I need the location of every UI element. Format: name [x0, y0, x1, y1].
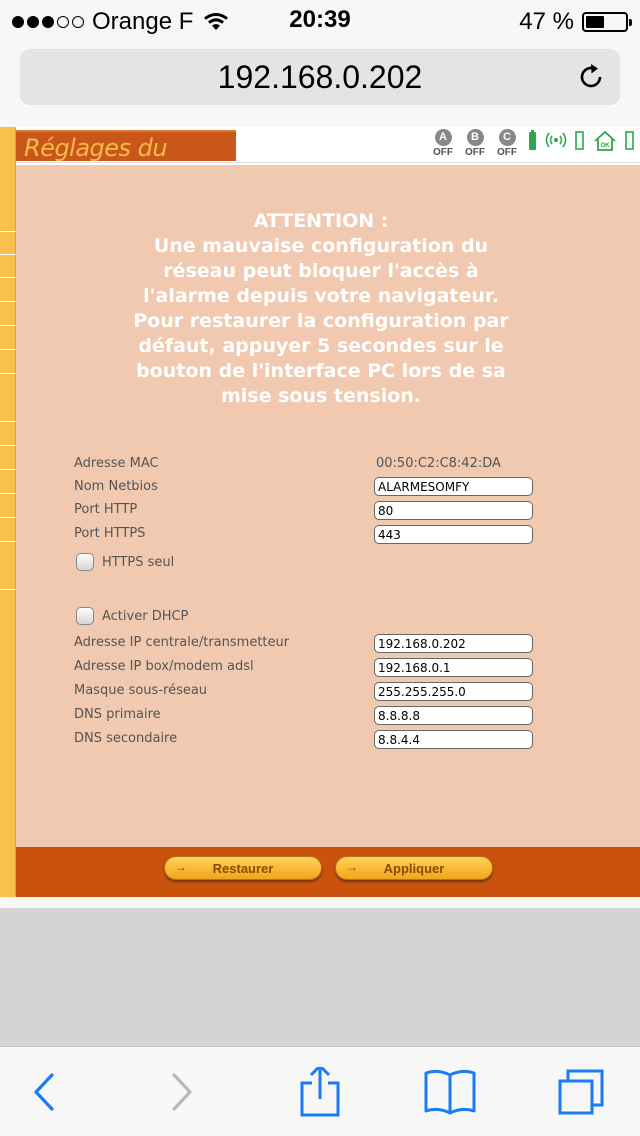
https-port-input[interactable]: 443 [374, 525, 533, 544]
status-bar [0, 0, 640, 40]
dhcp-row[interactable] [76, 607, 188, 625]
battery-percent: 47 % [519, 8, 574, 35]
carrier-name: Orange F [92, 8, 194, 35]
dns-primary-label: DNS primaire [74, 707, 161, 722]
central-ip-input[interactable]: 192.168.0.202 [374, 634, 533, 653]
netbios-label: Nom Netbios [74, 479, 158, 494]
side-navigation[interactable] [0, 127, 16, 897]
mac-address-value: 00:50:C2:C8:42:DA [376, 456, 501, 471]
clock: 20:39 [289, 6, 351, 33]
https-only-row[interactable] [76, 553, 174, 571]
tabs-icon[interactable] [552, 1067, 612, 1117]
status-right [519, 8, 628, 36]
page-empty-area [0, 908, 640, 1046]
subnet-mask-label: Masque sous-réseau [74, 683, 208, 698]
https-port-label: Port HTTPS [74, 526, 146, 541]
battery-level-fill [586, 16, 604, 28]
back-icon[interactable] [14, 1067, 74, 1117]
central-ip-label: Adresse IP centrale/transmetteur [74, 635, 290, 650]
box-ip-label: Adresse IP box/modem adsl [74, 659, 254, 674]
dns-primary-input[interactable]: 8.8.8.8 [374, 706, 533, 725]
http-port-label: Port HTTP [74, 502, 138, 517]
url-text[interactable]: 192.168.0.202 [217, 59, 423, 95]
zone-a-status: A OFF [433, 131, 453, 158]
home-ok-icon [592, 129, 618, 155]
https-only-checkbox[interactable] [76, 553, 94, 571]
reload-icon[interactable] [576, 62, 606, 92]
web-page [0, 127, 640, 897]
warning-message: ATTENTION : Une mauvaise configuration du réseau peut bloquer l'accès à l'alarme depuis votre navigateur. Pour restaurer la configuration par défaut, appuyer 5 secondes sur le bouton de l'interface PC lors de sa mise sous tension. [133, 210, 509, 407]
apply-button[interactable]: → Appliquer [335, 856, 493, 880]
dhcp-checkbox[interactable] [76, 607, 94, 625]
subnet-mask-input[interactable]: 255.255.255.0 [374, 682, 533, 701]
zone-c-status: C OFF [497, 131, 517, 158]
zone-b-status: B OFF [465, 131, 485, 158]
dns-secondary-label: DNS secondaire [74, 731, 178, 746]
door-icon [624, 129, 636, 155]
tamper-icon [574, 129, 586, 155]
netbios-input[interactable]: ALARMESOMFY [374, 477, 533, 496]
arrow-right-icon: → [346, 860, 358, 874]
address-bar[interactable] [20, 49, 620, 105]
arrow-right-icon: → [175, 860, 187, 874]
browser-toolbar [0, 1046, 640, 1136]
page-title: Réglages du [16, 130, 236, 161]
svg-text:OK: OK [600, 143, 610, 149]
action-bar [16, 847, 640, 897]
page-header [16, 127, 640, 163]
system-status-icons [430, 129, 636, 158]
https-only-label: HTTPS seul [102, 554, 175, 570]
dhcp-label: Activer DHCP [102, 608, 189, 624]
forward-icon[interactable] [152, 1067, 212, 1117]
box-ip-input[interactable]: 192.168.0.1 [374, 658, 533, 677]
battery-status-icon [526, 129, 538, 155]
share-icon[interactable] [290, 1067, 350, 1117]
restore-button[interactable]: → Restaurer [164, 856, 322, 880]
radio-signal-icon [544, 129, 568, 155]
battery-icon [582, 12, 628, 32]
http-port-input[interactable]: 80 [374, 501, 533, 520]
bookmarks-icon[interactable] [420, 1067, 480, 1117]
dns-secondary-input[interactable]: 8.8.4.4 [374, 730, 533, 749]
network-settings-panel [16, 165, 640, 847]
mac-address-label: Adresse MAC [74, 456, 159, 471]
